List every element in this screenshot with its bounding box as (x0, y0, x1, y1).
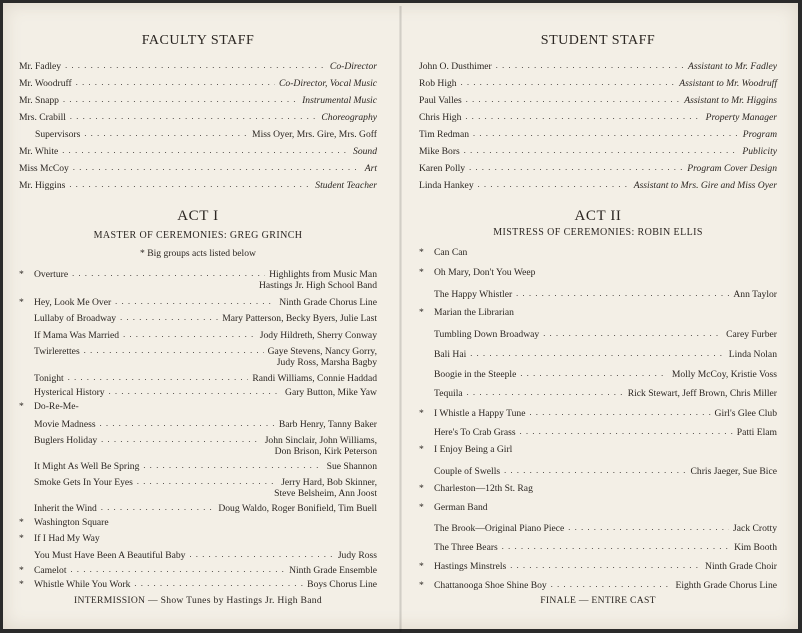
staff-name: Chris High (419, 112, 462, 123)
staff-row (19, 144, 377, 158)
staff-role: Co-Director (329, 61, 377, 72)
act-title: Lullaby of Broadway (34, 313, 117, 324)
staff-row (19, 161, 377, 175)
staff-role: Instrumental Music (302, 95, 377, 106)
performers: Highlights from Music Man (269, 269, 377, 280)
performers: Girl's Glee Club (714, 408, 777, 419)
performers-continued: Judy Ross, Marsha Bagby (276, 357, 377, 368)
program-entry (19, 459, 377, 472)
group-act-marker: * (419, 444, 424, 455)
performers-continued: Don Brison, Kirk Peterson (274, 446, 377, 457)
act-title: Washington Square (34, 517, 109, 528)
dot-leader (84, 127, 248, 137)
performers: Ann Taylor (733, 289, 777, 300)
act-title: Marian the Librarian (434, 307, 514, 318)
group-act-marker: * (419, 408, 424, 419)
entry-row (19, 501, 377, 514)
act-title: Here's To Crab Grass (434, 427, 516, 438)
entry-row (19, 385, 377, 398)
dot-leader (73, 161, 361, 171)
dot-leader (551, 578, 672, 588)
program-entry (19, 563, 377, 576)
staff-role: Property Manager (705, 112, 777, 123)
act-title: Tequila (434, 388, 463, 399)
performers: Barb Henry, Tanny Baker (278, 419, 377, 430)
program-entry (419, 425, 777, 438)
act-title: Overture (34, 269, 69, 280)
program-entry (419, 540, 777, 553)
group-act-marker: * (19, 517, 24, 528)
dot-leader (478, 178, 630, 188)
act-title: Can Can (434, 247, 468, 258)
program-entry (19, 371, 377, 384)
dot-leader (520, 367, 668, 377)
staff-role: Assistant to Mr. Woodruff (679, 78, 777, 89)
performers: John Sinclair, John Williams, (264, 435, 377, 446)
group-act-marker: * (419, 483, 424, 494)
staff-row (419, 161, 777, 175)
act-title: Buglers Holiday (34, 435, 98, 446)
group-act-marker: * (419, 502, 424, 513)
act-title: Couple of Swells (434, 466, 501, 477)
act-title: Hey, Look Me Over (34, 297, 112, 308)
performers: Gaye Stevens, Nancy Gorry, (267, 346, 377, 357)
dot-leader (568, 521, 729, 531)
staff-role: Art (364, 163, 377, 174)
program-entry (19, 533, 377, 546)
program-entry (19, 417, 377, 430)
act-title: The Happy Whistler (434, 289, 513, 300)
act-title: Smoke Gets In Your Eyes (34, 477, 133, 488)
dot-leader (69, 178, 311, 188)
entry-row (19, 459, 377, 472)
entry-row (419, 502, 777, 515)
performers: Jody Hildreth, Sherry Conway (259, 330, 377, 341)
staff-name: Mike Bors (419, 146, 460, 157)
entry-row (419, 267, 777, 280)
performers: Carey Furber (726, 329, 777, 340)
act-title: Whistle While You Work (34, 579, 131, 590)
program-sheet (3, 3, 798, 629)
group-act-marker: * (419, 580, 424, 591)
staff-role: Publicity (742, 146, 777, 157)
group-act-marker: * (19, 579, 24, 590)
staff-row (19, 110, 377, 124)
dot-leader (65, 59, 326, 69)
act-title: Hysterical History (34, 387, 105, 398)
staff-name: John O. Dusthimer (419, 61, 492, 72)
program-entry (19, 401, 377, 414)
entry-row (19, 563, 377, 576)
performers: Boys Chorus Line (307, 579, 377, 590)
student-staff-heading: STUDENT STAFF (540, 33, 656, 48)
entry-row (419, 247, 777, 260)
act-title: Tumbling Down Broadway (434, 329, 540, 340)
program-entry (419, 578, 777, 591)
group-act-marker: * (19, 269, 24, 280)
performers: Jerry Hard, Bob Skinner, (281, 477, 377, 488)
dot-leader (68, 371, 249, 381)
dot-leader (63, 93, 298, 103)
act-title: I Whistle a Happy Tune (434, 408, 526, 419)
program-entry (419, 483, 777, 496)
staff-row (19, 76, 377, 90)
dot-leader (470, 347, 725, 357)
program-entry (19, 344, 377, 369)
act-title: Inherit the Wind (34, 503, 97, 514)
entry-row (419, 386, 777, 399)
dot-leader (189, 548, 333, 558)
performers: Eighth Grade Chorus Line (675, 580, 777, 591)
staff-row (19, 178, 377, 192)
act-title: The Brook—Original Piano Piece (434, 523, 565, 534)
staff-name: Mrs. Crabill (19, 112, 66, 123)
performers: Ninth Grade Chorus Line (279, 297, 377, 308)
group-act-marker: * (19, 533, 24, 544)
program-entry (19, 475, 377, 500)
act1-heading: ACT I (177, 208, 219, 224)
act-title: German Band (434, 502, 488, 513)
program-entry (419, 444, 777, 457)
entry-row (419, 367, 777, 380)
dot-leader (72, 267, 265, 277)
act-title: Hastings Minstrels (434, 561, 507, 572)
performers: Gary Button, Mike Yaw (285, 387, 377, 398)
dot-leader (461, 76, 676, 86)
entry-row (419, 521, 777, 534)
program-entry (419, 267, 777, 280)
dot-leader (496, 59, 684, 69)
act1-intermission: INTERMISSION — Show Tunes by Hastings Jr. High Band (74, 595, 322, 606)
dot-leader (469, 161, 683, 171)
program-entry (419, 327, 777, 340)
staff-name: Tim Redman (419, 129, 470, 140)
act2-heading: ACT II (574, 208, 622, 224)
performers: Judy Ross (337, 550, 377, 561)
entry-row (419, 327, 777, 340)
staff-row (19, 59, 377, 73)
staff-row (419, 178, 777, 192)
entry-row (419, 483, 777, 496)
program-entry (419, 502, 777, 515)
program-entry (19, 295, 377, 308)
dot-leader (76, 76, 275, 86)
entry-row (419, 347, 777, 360)
staff-row (419, 59, 777, 73)
dot-leader (520, 425, 733, 435)
act-title: Oh Mary, Don't You Weep (434, 267, 536, 278)
entry-row (419, 307, 777, 320)
staff-row (419, 76, 777, 90)
entry-row (419, 406, 777, 419)
entry-row (19, 417, 377, 430)
entry-row (19, 344, 377, 357)
dot-leader (70, 110, 317, 120)
dot-leader (101, 501, 214, 511)
staff-row (419, 110, 777, 124)
entry-row (19, 401, 377, 414)
act2-finale: FINALE — ENTIRE CAST (540, 595, 656, 606)
dot-leader (62, 144, 349, 154)
dot-leader (467, 386, 624, 396)
act-title: Camelot (34, 565, 67, 576)
program-entry (419, 307, 777, 320)
program-entry (419, 521, 777, 534)
act-title: Chattanooga Shoe Shine Boy (434, 580, 547, 591)
program-entry (19, 433, 377, 458)
act-title: If Mama Was Married (34, 330, 120, 341)
performers: Ninth Grade Ensemble (289, 565, 377, 576)
program-entry (419, 386, 777, 399)
entry-row (419, 287, 777, 300)
performers: Sue Shannon (326, 461, 377, 472)
dot-leader (120, 311, 218, 321)
dot-leader (115, 295, 275, 305)
program-entry (19, 385, 377, 398)
act-title: Boogie in the Steeple (434, 369, 517, 380)
group-act-marker: * (419, 307, 424, 318)
staff-row (419, 144, 777, 158)
performers: Chris Jaeger, Sue Bice (690, 466, 777, 477)
dot-leader (473, 127, 739, 137)
act-title: You Must Have Been A Beautiful Baby (34, 550, 186, 561)
program-entry (19, 267, 377, 292)
group-act-marker: * (419, 247, 424, 258)
staff-name: Mr. Fadley (19, 61, 62, 72)
staff-role: Assistant to Mr. Higgins (684, 95, 777, 106)
dot-leader (543, 327, 722, 337)
performers: Molly McCoy, Kristie Voss (671, 369, 777, 380)
staff-name: Mr. Snapp (19, 95, 59, 106)
staff-role: Program Cover Design (687, 163, 777, 174)
staff-row (419, 127, 777, 141)
staff-role: Assistant to Mr. Fadley (687, 61, 777, 72)
entry-row (19, 267, 377, 280)
faculty-staff-heading: FACULTY STAFF (141, 33, 255, 48)
dot-leader (143, 459, 322, 469)
entry-row (19, 371, 377, 384)
program-entry (19, 328, 377, 341)
dot-leader (134, 577, 303, 587)
staff-role: Choreography (321, 112, 377, 123)
dot-leader (123, 328, 256, 338)
entry-row (419, 444, 777, 457)
staff-name: Miss McCoy (19, 163, 69, 174)
performers: Randi Williams, Connie Haddad (252, 373, 377, 384)
entry-row (419, 540, 777, 553)
staff-name: Mr. Higgins (19, 180, 66, 191)
act-title: The Three Bears (434, 542, 498, 553)
staff-name: Mr. White (19, 146, 59, 157)
staff-row (419, 93, 777, 107)
staff-role: Co-Director, Vocal Music (279, 78, 377, 89)
performers-continued: Hastings Jr. High School Band (258, 280, 377, 291)
performers: Patti Elam (736, 427, 777, 438)
act2-mistress-of-ceremonies: MISTRESS OF CEREMONIES: ROBIN ELLIS (493, 227, 703, 238)
program-entry (19, 548, 377, 561)
entry-row (19, 577, 377, 590)
act-title: I Enjoy Being a Girl (434, 444, 513, 455)
group-act-marker: * (19, 401, 24, 412)
dot-leader (101, 433, 261, 443)
act1-note: * Big groups acts listed below (140, 248, 256, 259)
staff-role: Program (742, 129, 777, 140)
dot-leader (109, 385, 281, 395)
entry-row (419, 578, 777, 591)
program-entry (419, 347, 777, 360)
dot-leader (510, 559, 701, 569)
act-title: If I Had My Way (34, 533, 100, 544)
entry-row (19, 533, 377, 546)
center-fold (399, 6, 402, 632)
entry-row (419, 559, 777, 572)
act-title: Twirlerettes (34, 346, 80, 357)
dot-leader (84, 344, 264, 354)
performers: Linda Nolan (728, 349, 777, 360)
performers: Doug Waldo, Roger Bonifield, Tim Buell (218, 503, 377, 514)
staff-role: Assistant to Mrs. Gire and Miss Oyer (633, 180, 777, 191)
entry-row (19, 548, 377, 561)
group-act-marker: * (419, 267, 424, 278)
group-act-marker: * (19, 297, 24, 308)
entry-row (19, 475, 377, 488)
staff-name: Karen Polly (419, 163, 466, 174)
staff-name: Rob High (419, 78, 457, 89)
program-entry (419, 559, 777, 572)
group-act-marker: * (419, 561, 424, 572)
program-entry (19, 577, 377, 590)
dot-leader (137, 475, 277, 485)
staff-role: Student Teacher (315, 180, 377, 191)
staff-name: Paul Valles (419, 95, 462, 106)
staff-role: Miss Oyer, Mrs. Gire, Mrs. Goff (252, 129, 377, 140)
performers: Mary Patterson, Becky Byers, Julie Last (222, 313, 377, 324)
performers-continued: Steve Belsheim, Ann Joost (274, 488, 377, 499)
performers: Rick Stewart, Jeff Brown, Chris Miller (627, 388, 777, 399)
dot-leader (516, 287, 729, 297)
group-act-marker: * (19, 565, 24, 576)
staff-row (19, 127, 377, 141)
act-title: Bali Hai (434, 349, 467, 360)
program-entry (419, 464, 777, 477)
entry-row (419, 425, 777, 438)
act-title: Charleston—12th St. Rag (434, 483, 533, 494)
performers: Jack Crotty (733, 523, 777, 534)
dot-leader (530, 406, 711, 416)
staff-name: Linda Hankey (419, 180, 474, 191)
dot-leader (502, 540, 730, 550)
dot-leader (466, 93, 681, 103)
staff-role: Sound (353, 146, 377, 157)
staff-row (19, 93, 377, 107)
performers: Ninth Grade Choir (705, 561, 777, 572)
act1-master-of-ceremonies: MASTER OF CEREMONIES: GREG GRINCH (93, 230, 303, 241)
dot-leader (465, 110, 701, 120)
entry-row (19, 517, 377, 530)
staff-name: Supervisors (35, 129, 81, 140)
program-entry (419, 287, 777, 300)
program-entry (419, 247, 777, 260)
program-entry (419, 406, 777, 419)
act-title: It Might As Well Be Spring (34, 461, 140, 472)
dot-leader (100, 417, 275, 427)
entry-row (19, 295, 377, 308)
act-title: Movie Madness (34, 419, 96, 430)
program-entry (19, 311, 377, 324)
entry-row (19, 328, 377, 341)
act-title: Do-Re-Me- (34, 401, 79, 412)
act-title: Tonight (34, 373, 64, 384)
entry-row (419, 464, 777, 477)
program-entry (419, 367, 777, 380)
staff-name: Mr. Woodruff (19, 78, 72, 89)
dot-leader (504, 464, 686, 474)
program-entry (19, 517, 377, 530)
entry-row (19, 433, 377, 446)
entry-row (19, 311, 377, 324)
program-entry (19, 501, 377, 514)
dot-leader (71, 563, 286, 573)
performers: Kim Booth (734, 542, 777, 553)
dot-leader (464, 144, 739, 154)
